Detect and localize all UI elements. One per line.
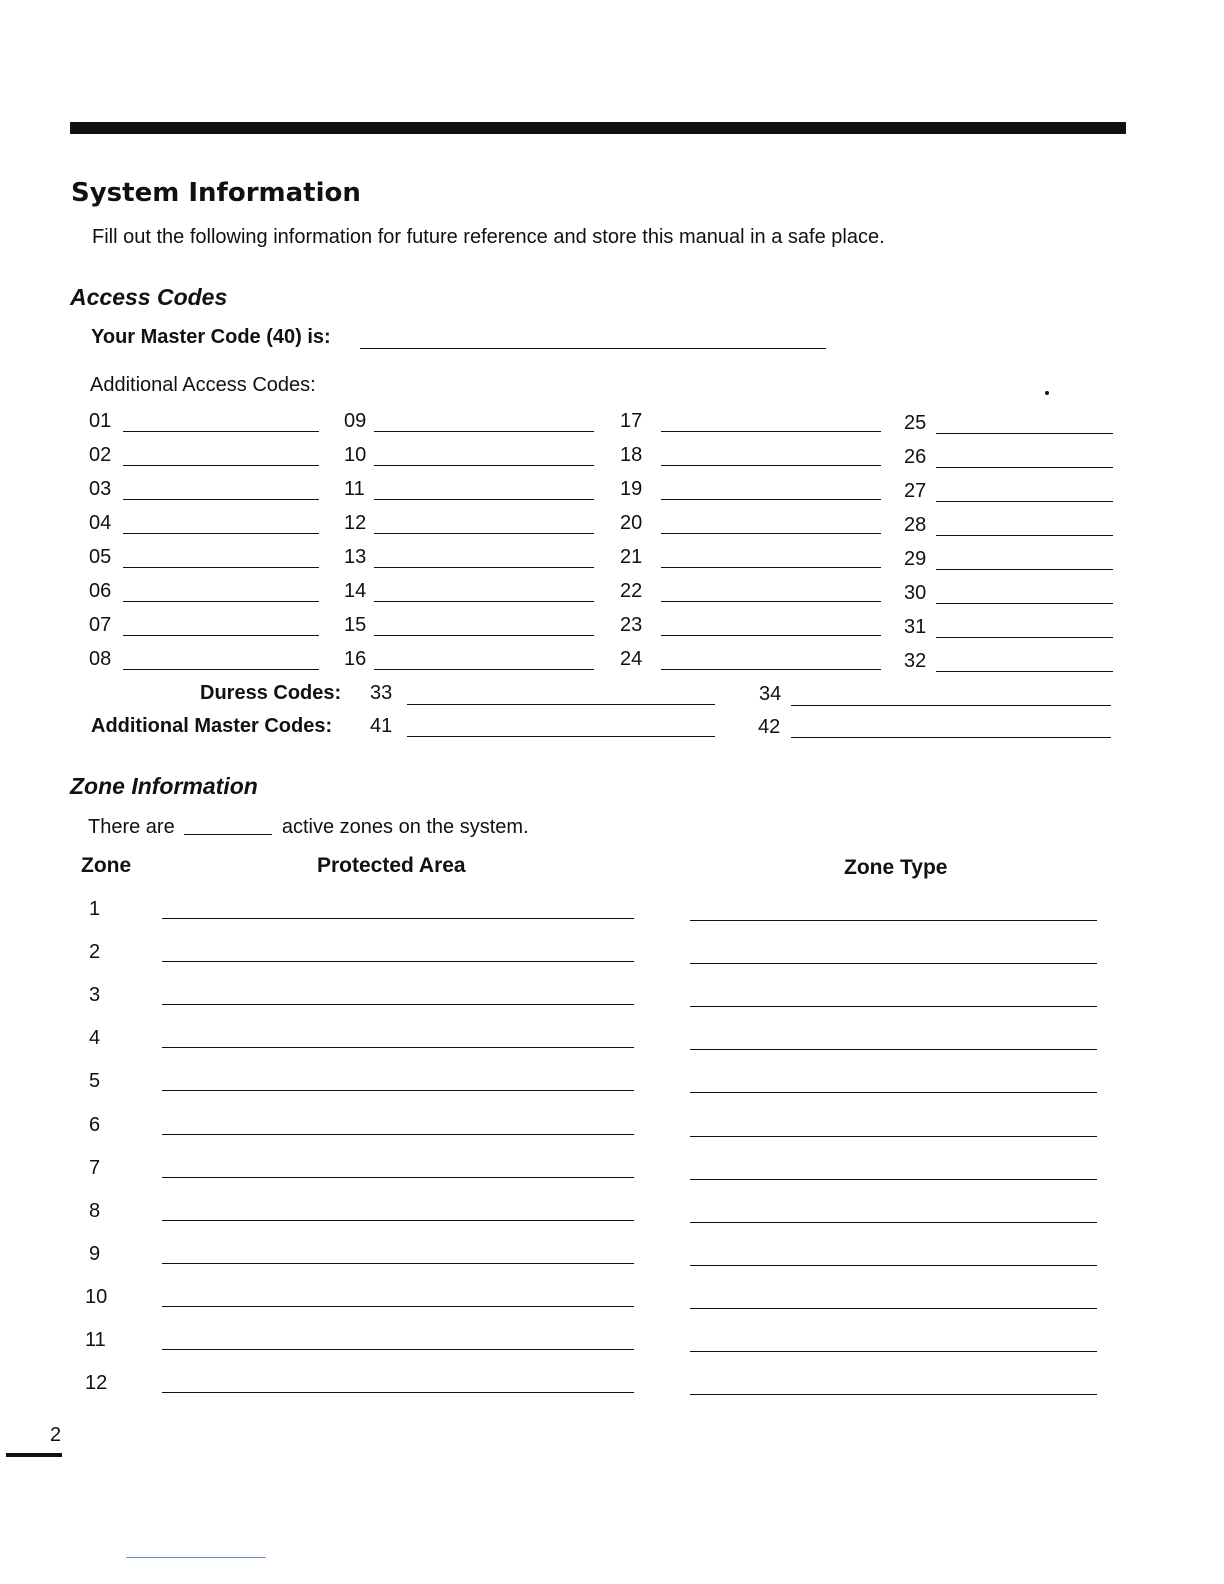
access-code-field[interactable]	[374, 567, 594, 568]
access-code-field[interactable]	[936, 433, 1113, 434]
access-code-number: 32	[904, 650, 927, 672]
zone-number: 6	[89, 1113, 101, 1136]
protected-area-field[interactable]	[162, 1306, 634, 1307]
active-zones-prefix: There are	[88, 816, 175, 838]
access-code-number: 28	[904, 514, 927, 536]
zone-column-header: Zone	[81, 854, 132, 877]
stray-mark	[1045, 391, 1049, 395]
access-code-field[interactable]	[661, 635, 881, 636]
protected-area-field[interactable]	[162, 1349, 634, 1350]
access-code-field[interactable]	[936, 467, 1113, 468]
access-code-number: 13	[344, 546, 367, 568]
header-rule	[70, 122, 1126, 134]
access-codes-heading: Access Codes	[70, 284, 228, 310]
access-code-field[interactable]	[936, 637, 1113, 638]
zone-number: 3	[89, 984, 101, 1007]
duress-code-number: 34	[759, 683, 782, 705]
access-code-number: 10	[344, 444, 367, 466]
protected-area-field[interactable]	[162, 1220, 634, 1221]
access-code-field[interactable]	[374, 431, 594, 432]
zone-information-heading: Zone Information	[70, 773, 258, 799]
zone-type-field[interactable]	[690, 1308, 1097, 1309]
access-code-field[interactable]	[374, 499, 594, 500]
access-code-field[interactable]	[936, 501, 1113, 502]
protected-area-field[interactable]	[162, 1047, 634, 1048]
additional-master-code-field[interactable]	[791, 737, 1111, 738]
access-code-number: 16	[344, 648, 367, 670]
page-number-rule	[6, 1453, 62, 1457]
access-code-number: 25	[904, 412, 927, 434]
zone-type-field[interactable]	[690, 1179, 1097, 1180]
zone-number: 12	[85, 1372, 108, 1395]
access-code-field[interactable]	[936, 569, 1113, 570]
active-zones-suffix: active zones on the system.	[281, 816, 529, 838]
zone-type-field[interactable]	[690, 1092, 1097, 1093]
zone-number: 9	[89, 1242, 101, 1265]
access-code-field[interactable]	[661, 567, 881, 568]
access-code-number: 01	[89, 410, 112, 432]
access-code-field[interactable]	[123, 533, 319, 534]
protected-area-column-header: Protected Area	[317, 854, 466, 877]
protected-area-field[interactable]	[162, 1263, 634, 1264]
access-code-number: 12	[344, 512, 367, 534]
access-code-number: 07	[89, 614, 112, 636]
access-code-number: 06	[89, 580, 112, 602]
access-code-number: 29	[904, 548, 927, 570]
duress-code-field[interactable]	[407, 704, 715, 705]
access-code-number: 17	[620, 410, 643, 432]
protected-area-field[interactable]	[162, 961, 634, 962]
access-code-field[interactable]	[661, 465, 881, 466]
access-code-number: 22	[620, 580, 643, 602]
access-code-number: 04	[89, 512, 112, 534]
access-code-number: 15	[344, 614, 367, 636]
page-number: 2	[50, 1424, 62, 1446]
additional-master-code-number: 41	[370, 715, 393, 737]
active-zones-count-field[interactable]	[184, 834, 272, 835]
additional-codes-label: Additional Access Codes:	[90, 374, 316, 396]
access-code-number: 23	[620, 614, 643, 636]
zone-number: 10	[85, 1285, 108, 1308]
zone-number: 7	[89, 1156, 101, 1179]
zone-type-field[interactable]	[690, 1265, 1097, 1266]
intro-text: Fill out the following information for future reference and store this manual in a safe place.	[92, 226, 885, 248]
protected-area-field[interactable]	[162, 1392, 634, 1393]
zone-number: 2	[89, 941, 101, 964]
access-code-field[interactable]	[661, 669, 881, 670]
access-code-field[interactable]	[123, 669, 319, 670]
access-code-field[interactable]	[374, 601, 594, 602]
zone-type-field[interactable]	[690, 1049, 1097, 1050]
zone-number: 8	[89, 1199, 101, 1222]
access-code-field[interactable]	[661, 601, 881, 602]
active-zones-sentence	[88, 816, 529, 839]
access-code-field[interactable]	[661, 499, 881, 500]
zone-type-field[interactable]	[690, 1222, 1097, 1223]
master-code-label: Your Master Code (40) is:	[91, 326, 331, 348]
access-code-field[interactable]	[374, 465, 594, 466]
protected-area-field[interactable]	[162, 918, 634, 919]
access-code-number: 03	[89, 478, 112, 500]
access-code-field[interactable]	[123, 635, 319, 636]
zone-type-field[interactable]	[690, 1394, 1097, 1395]
access-code-field[interactable]	[374, 635, 594, 636]
access-code-number: 11	[344, 478, 365, 500]
access-code-number: 19	[620, 478, 643, 500]
zone-type-field[interactable]	[690, 1136, 1097, 1137]
access-code-number: 20	[620, 512, 643, 534]
access-code-field[interactable]	[936, 603, 1113, 604]
access-code-number: 18	[620, 444, 643, 466]
zone-number: 1	[89, 898, 101, 920]
access-code-field[interactable]	[123, 567, 319, 568]
access-code-field[interactable]	[123, 465, 319, 466]
access-code-number: 09	[344, 410, 367, 432]
access-code-field[interactable]	[374, 669, 594, 670]
access-code-number: 21	[620, 546, 643, 568]
zone-number: 4	[89, 1027, 101, 1050]
additional-master-code-field[interactable]	[407, 736, 715, 737]
zone-type-field[interactable]	[690, 920, 1097, 921]
protected-area-field[interactable]	[162, 1134, 634, 1135]
zone-type-column-header: Zone Type	[844, 856, 948, 879]
zone-number: 11	[85, 1329, 106, 1351]
access-code-field[interactable]	[123, 431, 319, 432]
access-code-field[interactable]	[123, 499, 319, 500]
access-code-field[interactable]	[123, 601, 319, 602]
protected-area-field[interactable]	[162, 1177, 634, 1178]
zone-type-field[interactable]	[690, 1006, 1097, 1007]
duress-code-number: 33	[370, 682, 393, 704]
additional-master-code-number: 42	[758, 716, 781, 738]
protected-area-field[interactable]	[162, 1004, 634, 1005]
duress-code-field[interactable]	[791, 705, 1111, 706]
access-code-number: 31	[904, 616, 927, 638]
master-code-field[interactable]	[360, 348, 826, 349]
zone-type-field[interactable]	[690, 963, 1097, 964]
access-code-number: 26	[904, 446, 927, 468]
protected-area-field[interactable]	[162, 1090, 634, 1091]
access-code-number: 05	[89, 546, 112, 568]
access-code-number: 24	[620, 648, 643, 670]
page-title: System Information	[71, 178, 361, 208]
access-code-field[interactable]	[936, 535, 1113, 536]
access-code-field[interactable]	[374, 533, 594, 534]
zone-type-field[interactable]	[690, 1351, 1097, 1352]
access-code-field[interactable]	[661, 431, 881, 432]
access-code-number: 02	[89, 444, 112, 466]
access-code-field[interactable]	[661, 533, 881, 534]
additional-master-codes-label: Additional Master Codes:	[91, 715, 333, 737]
access-code-number: 08	[89, 648, 112, 670]
access-code-number: 30	[904, 582, 927, 604]
bottom-rule	[126, 1557, 266, 1558]
zone-number: 5	[89, 1070, 101, 1093]
access-code-field[interactable]	[936, 671, 1113, 672]
access-code-number: 27	[904, 480, 927, 502]
access-code-number: 14	[344, 580, 367, 602]
duress-codes-label: Duress Codes:	[200, 682, 342, 704]
